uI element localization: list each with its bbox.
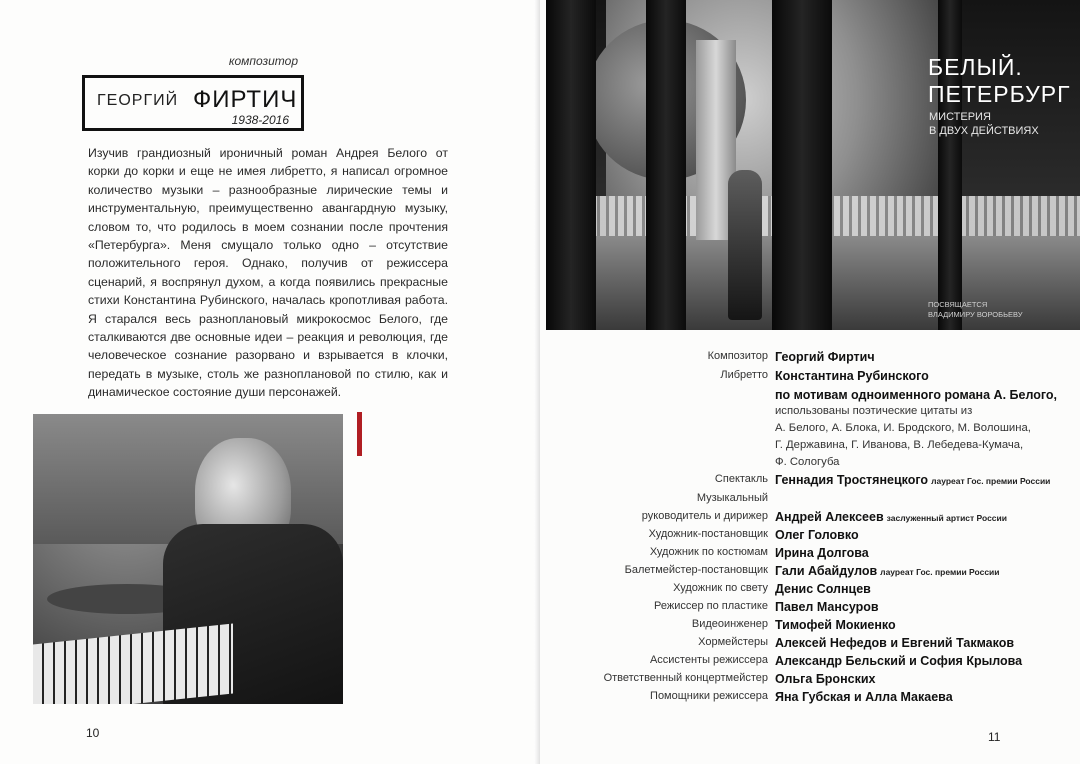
credit-row-music <box>546 510 1080 528</box>
credit-title-note: лауреат Гос. премии России <box>880 567 1000 577</box>
credit-row-show <box>546 473 1080 491</box>
credit-row-ballet <box>546 564 1080 582</box>
credit-value <box>775 564 1000 578</box>
credit-role: Хормейстеры <box>698 636 768 648</box>
credit-value: Георгий Фиртич <box>775 350 875 364</box>
credit-value: Денис Солнцев <box>775 582 871 596</box>
credit-role: руководитель и дирижер <box>641 510 768 522</box>
credit-role: Ответственный концертмейстер <box>603 672 768 684</box>
credit-row-libretto <box>546 369 1080 387</box>
credit-row-composer <box>546 350 1080 368</box>
cover-title-line2: ПЕТЕРБУРГ <box>928 81 1071 107</box>
credit-row-plastic <box>546 600 1080 618</box>
credit-row-costume <box>546 546 1080 564</box>
cover-title-line1: БЕЛЫЙ. <box>928 54 1023 80</box>
composer-photo <box>33 414 343 704</box>
credit-value <box>775 510 1007 524</box>
credit-row-concertmaster <box>546 672 1080 690</box>
credit-value: Александр Бельский и София Крылова <box>775 654 1023 668</box>
credit-value: Ольга Бронских <box>775 672 876 686</box>
credit-row-quotes-1 <box>546 405 1080 423</box>
composer-bio: Изучив грандиозный ироничный роман Андрея Белого от корки до корки и еще не имея либретто, я написал огромное количество музыки – разнообразные лирические темы и инструментальную, преимущественно авангардную музыку, словом то, что родилось в моем сознании после прочтения «Петербурга». Меня смущало только одно – отсутствие положительного героя. Однако, получив от режиссера сценарий, я воспрянул духом, а когда появились прекрасные стихи Константина Рубинского, началась кропотливая работа. Я старался весь разноплановый микрокосмос Белого, где сталкиваются две основные идеи – реакция и революция, где человеческое сознание разорвано и взрывается в клочки, передать в музыке, столь же разноплановой по стилю, как и динамическое состояние души персонажей. <box>88 146 448 400</box>
credit-row-quotes-2 <box>546 422 1080 440</box>
dark-column-3 <box>772 0 832 330</box>
credit-name: Андрей Алексеев <box>775 510 884 524</box>
composer-last-name: ФИРТИЧ <box>193 86 298 113</box>
dedication-line1: ПОСВЯЩАЕТСЯ <box>928 300 988 309</box>
credit-role: Композитор <box>707 350 768 362</box>
cover-subtitle <box>929 110 1039 138</box>
credit-value: Павел Мансуров <box>775 600 879 614</box>
credit-value: по мотивам одноименного романа А. Белого, <box>775 388 1058 402</box>
credit-role: Видеоинженер <box>691 618 768 630</box>
cover-dedication <box>928 300 1023 320</box>
credit-row-music-role <box>546 492 1080 510</box>
cover-photo <box>546 0 1080 330</box>
credit-note-text: Г. Державина, Г. Иванова, В. Лебедева-Кумача, <box>775 439 1024 451</box>
credit-value: Яна Губская и Алла Макаева <box>775 690 953 704</box>
dedication-line2: ВЛАДИМИРУ ВОРОБЬЕВУ <box>928 310 1023 319</box>
credit-title-note: лауреат Гос. премии России <box>931 476 1051 486</box>
credit-role: Художник-постановщик <box>648 528 768 540</box>
standing-figure <box>728 170 762 320</box>
credit-role: Либретто <box>720 369 768 381</box>
red-accent-bar <box>357 412 362 456</box>
credit-role: Режиссер по пластике <box>653 600 768 612</box>
composer-years: 1938-2016 <box>231 113 289 127</box>
piano-keys-shape <box>33 623 233 704</box>
credit-row-quotes-4 <box>546 456 1080 474</box>
credit-role: Ассистенты режиссера <box>649 654 768 666</box>
credit-role: Помощники режиссера <box>650 690 768 702</box>
credit-note-text: использованы поэтические цитаты из <box>775 405 973 417</box>
credit-row-quotes-3 <box>546 439 1080 457</box>
credit-name: Геннадия Тростянецкого <box>775 473 929 487</box>
credit-row-video <box>546 618 1080 636</box>
credit-note-text: Ф. Сологуба <box>775 456 840 468</box>
dark-column-2 <box>646 0 686 330</box>
credit-role: Балетмейстер-постановщик <box>624 564 768 576</box>
page-number-left: 10 <box>86 726 100 740</box>
role-caption: композитор <box>228 54 298 68</box>
credit-name: Гали Абайдулов <box>775 564 878 578</box>
credit-row-assistants <box>546 654 1080 672</box>
credit-value <box>775 473 1050 487</box>
credit-value: Алексей Нефедов и Евгений Такмаков <box>775 636 1015 650</box>
page-number-right: 11 <box>988 730 1001 744</box>
credit-role: Художник по костюмам <box>649 546 768 558</box>
dark-column-4 <box>938 0 962 330</box>
credit-row-libretto-basis <box>546 388 1080 406</box>
credit-row-light <box>546 582 1080 600</box>
credit-role: Художник по свету <box>673 582 768 594</box>
composer-first-name: ГЕОРГИЙ <box>97 92 179 109</box>
dark-column-1 <box>546 0 596 330</box>
credit-row-designer <box>546 528 1080 546</box>
cover-subtitle-line1: МИСТЕРИЯ <box>929 111 991 123</box>
credit-row-choir <box>546 636 1080 654</box>
cover-subtitle-line2: В ДВУХ ДЕЙСТВИЯХ <box>929 125 1039 137</box>
credit-role: Спектакль <box>714 473 768 485</box>
credit-value: Константина Рубинского <box>775 369 929 383</box>
credit-title-note: заслуженный артист России <box>886 513 1007 523</box>
credit-row-helpers <box>546 690 1080 708</box>
credit-note-text: А. Белого, А. Блока, И. Бродского, М. Волошина, <box>775 422 1031 434</box>
credit-role: Музыкальный <box>696 492 768 504</box>
credit-value: Олег Головко <box>775 528 859 542</box>
cover-title <box>928 54 1071 108</box>
credit-value: Тимофей Мокиенко <box>775 618 896 632</box>
credit-value: Ирина Долгова <box>775 546 869 560</box>
composer-name-box <box>82 75 304 131</box>
